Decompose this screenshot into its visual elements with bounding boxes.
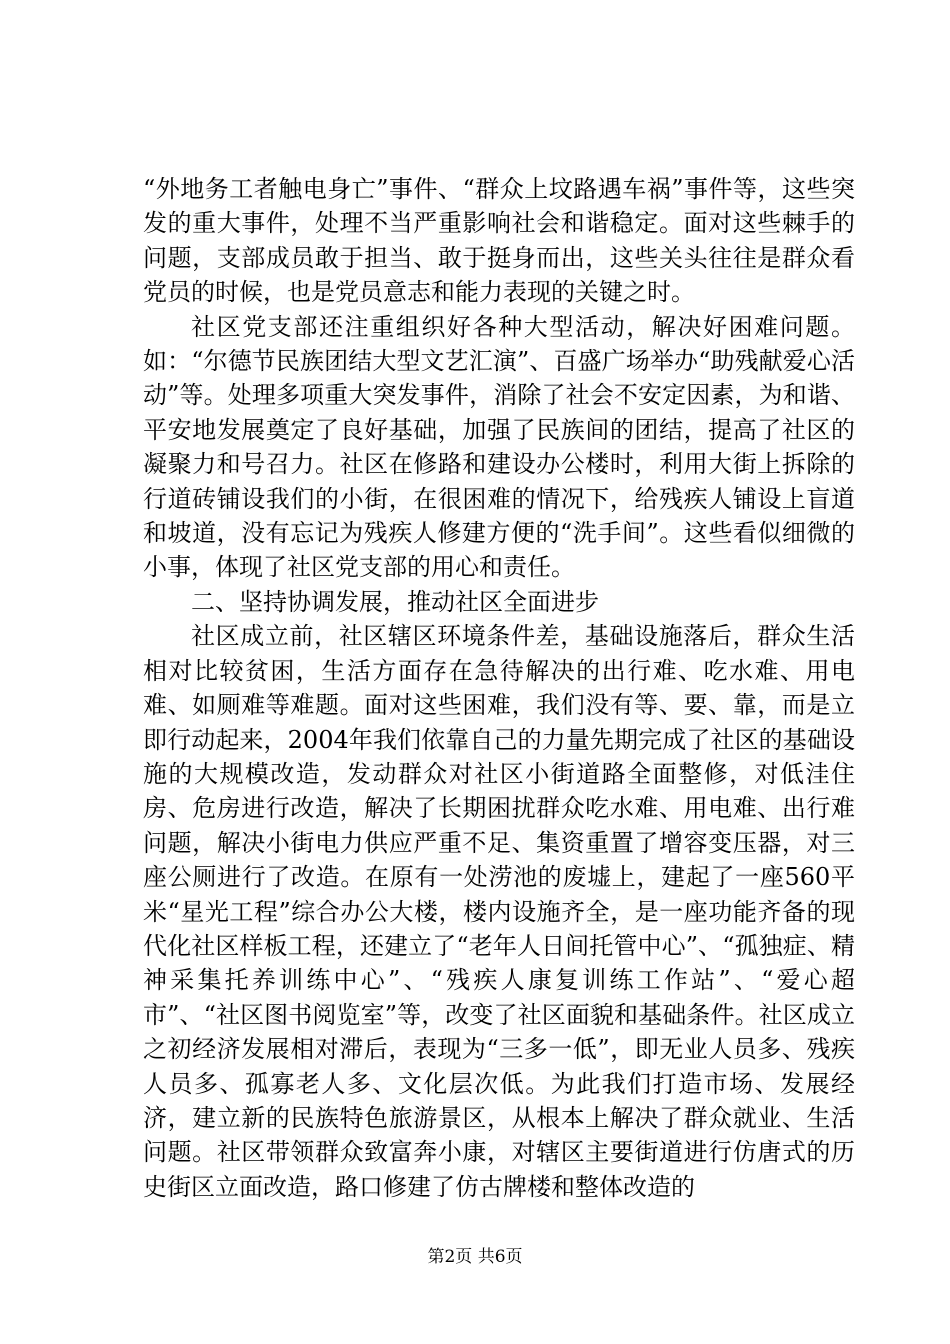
- section-heading: 二、坚持协调发展，推动社区全面进步: [191, 587, 599, 616]
- paragraph-2: 社区党支部还注重组织好各种大型活动，解决好困难问题。如：“尔德节民族团结大型文艺汇演”、百盛广场举办“助残献爱心活动”等。处理多项重大突发事件，消除了社会不安定因素，为和谐、平安地发展奠定了良好基础，加强了民族间的团结，提高了社区的凝聚力和号召力。社区在修路和建设办公楼时，利用大街上拆除的行道砖铺设我们的小街，在很困难的情况下，给残疾人铺设上盲道和坡道，没有忘记为残疾人修建方便的“洗手间”。这些看似细微的小事，体现了社区党支部的用心和责任。: [143, 312, 855, 582]
- paragraph-3: 社区成立前，社区辖区环境条件差，基础设施落后，群众生活相对比较贫困，生活方面存在急待解决的出行难、吃水难、用电难、如厕难等难题。面对这些困难，我们没有等、要、靠，而是立即行动起来，2004年我们依靠自己的力量先期完成了社区的基础设施的大规模改造，发动群众对社区小街道路全面整修，对低洼住房、危房进行改造，解决了长期困扰群众吃水难、用电难、出行难问题，解决小街电力供应严重不足、集资重置了增容变压器，对三座公厕进行了改造。在原有一处涝池的废墟上，建起了一座560平米“星光工程”综合办公大楼，楼内设施齐全，是一座功能齐备的现代化社区样板工程，还建立了“老年人日间托管中心”、“孤独症、精神采集托养训练中心”、“残疾人康复训练工作站”、“爱心超市”、“社区图书阅览室”等，改变了社区面貌和基础条件。社区成立之初经济发展相对滞后，表现为“三多一低”，即无业人员多、残疾人员多、孤寡老人多、文化层次低。为此我们打造市场、发展经济，建立新的民族特色旅游景区，从根本上解决了群众就业、生活问题。社区带领群众致富奔小康，对辖区主要街道进行仿唐式的历史街区立面改造，路口修建了仿古牌楼和整体改造的: [143, 622, 855, 1201]
- body-text: [143, 172, 855, 1204]
- page-footer: 第2页 共6页: [427, 1247, 523, 1267]
- paragraph-1: “外地务工者触电身亡”事件、“群众上坟路遇车祸”事件等，这些突发的重大事件，处理不当严重影响社会和谐稳定。面对这些棘手的问题，支部成员敢于担当、敢于挺身而出，这些关头往往是群众看党员的时候，也是党员意志和能力表现的关键之时。: [143, 175, 855, 307]
